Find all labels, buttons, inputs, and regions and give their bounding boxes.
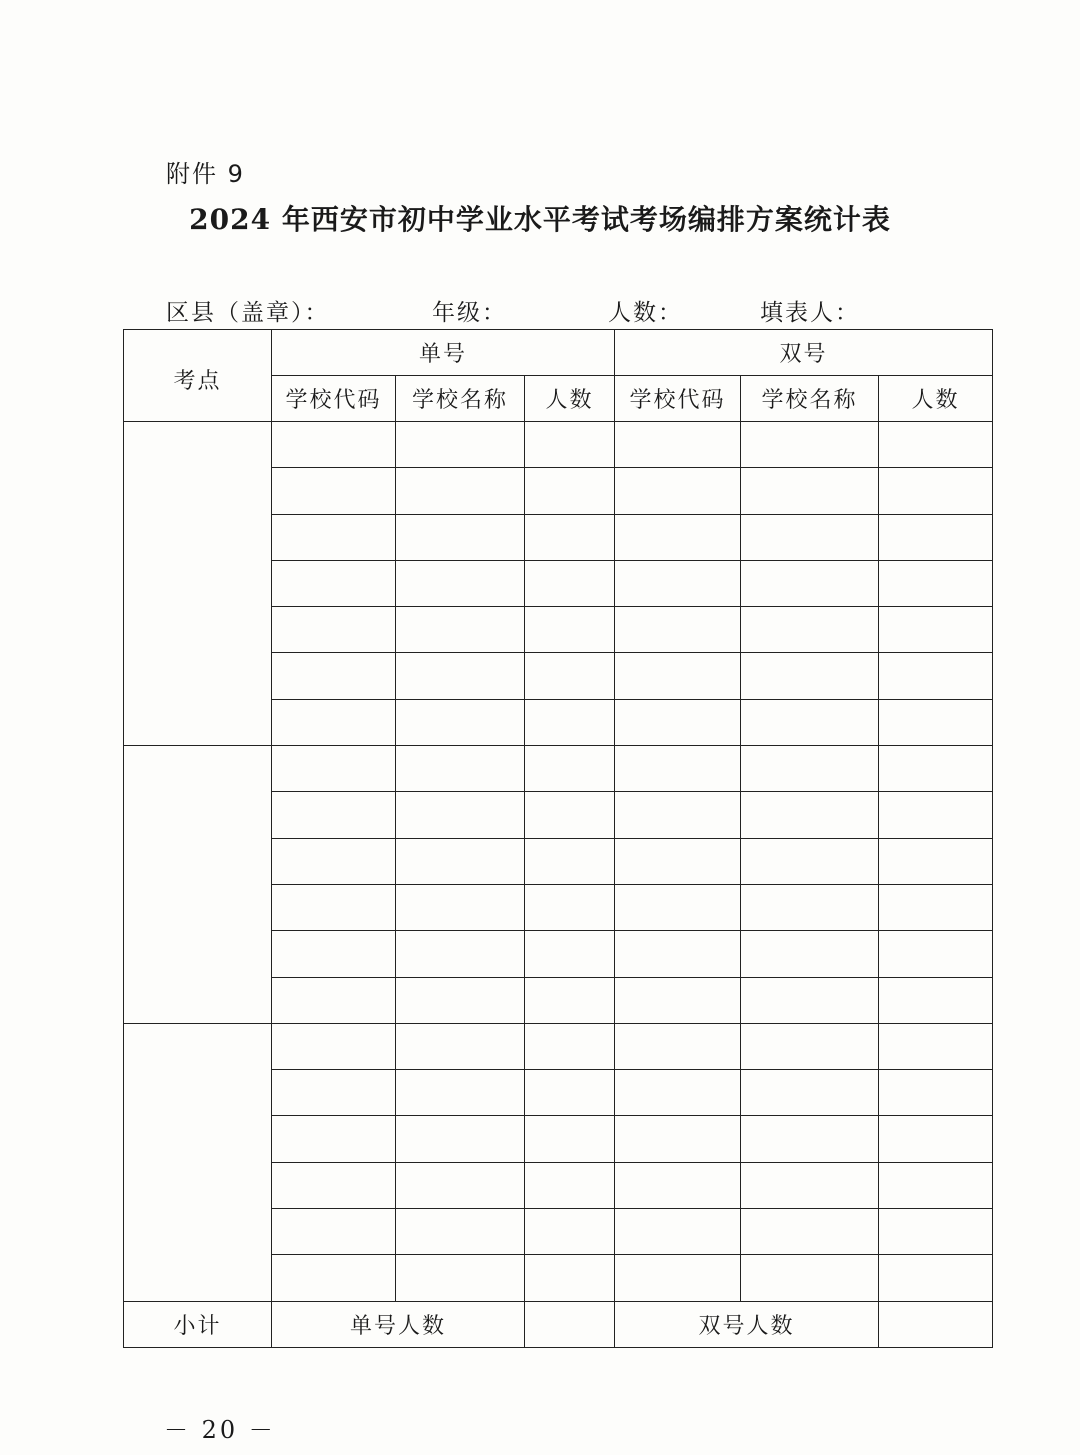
subtotal-row — [124, 1301, 993, 1347]
table-cell[interactable] — [879, 792, 993, 838]
table-cell[interactable] — [525, 560, 615, 606]
table-cell[interactable] — [615, 1255, 741, 1301]
table-cell[interactable] — [879, 699, 993, 745]
table-cell[interactable] — [741, 514, 879, 560]
table-cell[interactable] — [615, 931, 741, 977]
table-cell[interactable] — [272, 746, 396, 792]
exam-arrangement-table — [123, 329, 993, 1348]
table-cell[interactable] — [272, 1023, 396, 1069]
table-cell[interactable] — [525, 1255, 615, 1301]
even-count-header: 人数 — [879, 376, 993, 422]
table-cell[interactable] — [879, 884, 993, 930]
table-cell[interactable] — [272, 931, 396, 977]
even-school-name-header: 学校名称 — [741, 376, 879, 422]
district-field-label: 区县（盖章）： — [166, 300, 330, 326]
table-row — [124, 422, 993, 468]
table-cell[interactable] — [396, 699, 525, 745]
table-cell[interactable] — [272, 1070, 396, 1116]
table-cell[interactable] — [741, 746, 879, 792]
table-cell[interactable] — [879, 1116, 993, 1162]
table-cell[interactable] — [741, 1255, 879, 1301]
count-field-label: 人数： — [608, 300, 683, 326]
table-cell[interactable] — [272, 560, 396, 606]
table-cell[interactable] — [615, 653, 741, 699]
table-row — [124, 746, 993, 792]
table-cell[interactable] — [525, 792, 615, 838]
site-cell[interactable] — [124, 1023, 272, 1301]
table-cell[interactable] — [396, 468, 525, 514]
table-cell[interactable] — [879, 1023, 993, 1069]
table-cell[interactable] — [615, 977, 741, 1023]
table-cell[interactable] — [525, 468, 615, 514]
table-cell[interactable] — [615, 746, 741, 792]
table-cell[interactable] — [272, 468, 396, 514]
table-cell[interactable] — [615, 1116, 741, 1162]
table-cell[interactable] — [525, 422, 615, 468]
table-cell[interactable] — [396, 746, 525, 792]
table-cell[interactable] — [615, 560, 741, 606]
table-cell[interactable] — [741, 1162, 879, 1208]
table-cell[interactable] — [615, 514, 741, 560]
table-cell[interactable] — [525, 838, 615, 884]
even-header: 双号 — [615, 330, 993, 376]
grade-field-label: 年级： — [432, 300, 507, 326]
table-cell[interactable] — [525, 977, 615, 1023]
table-cell[interactable] — [272, 422, 396, 468]
table-cell[interactable] — [396, 1162, 525, 1208]
table-cell[interactable] — [879, 514, 993, 560]
subtotal-label: 小计 — [124, 1301, 272, 1347]
table-cell[interactable] — [396, 884, 525, 930]
table-cell[interactable] — [879, 468, 993, 514]
table-header-row — [124, 330, 993, 376]
table-cell[interactable] — [615, 1162, 741, 1208]
table-cell[interactable] — [272, 653, 396, 699]
table-cell[interactable] — [879, 838, 993, 884]
table-cell[interactable] — [525, 746, 615, 792]
table-cell[interactable] — [272, 514, 396, 560]
page-title: 2024 年西安市初中学业水平考试考场编排方案统计表 — [189, 203, 891, 236]
table-cell[interactable] — [272, 607, 396, 653]
table-cell[interactable] — [525, 931, 615, 977]
odd-count-header: 人数 — [525, 376, 615, 422]
table-cell[interactable] — [396, 1116, 525, 1162]
table-cell[interactable] — [879, 1070, 993, 1116]
table-cell[interactable] — [396, 1070, 525, 1116]
table-cell[interactable] — [879, 977, 993, 1023]
table-cell[interactable] — [741, 653, 879, 699]
table-cell[interactable] — [615, 1070, 741, 1116]
table-cell[interactable] — [396, 1023, 525, 1069]
table-cell[interactable] — [741, 1070, 879, 1116]
filler-field-label: 填表人： — [760, 300, 860, 326]
table-cell[interactable] — [615, 884, 741, 930]
even-count-value-cell[interactable] — [879, 1301, 993, 1347]
table-cell[interactable] — [879, 1162, 993, 1208]
table-cell[interactable] — [741, 468, 879, 514]
odd-count-label: 单号人数 — [272, 1301, 525, 1347]
table-cell[interactable] — [396, 607, 525, 653]
table-cell[interactable] — [396, 1209, 525, 1255]
odd-count-value-cell[interactable] — [525, 1301, 615, 1347]
table-cell[interactable] — [396, 977, 525, 1023]
table-cell[interactable] — [741, 699, 879, 745]
page-number: － 20 － — [164, 1416, 276, 1444]
table-cell[interactable] — [272, 1209, 396, 1255]
table-cell[interactable] — [396, 514, 525, 560]
table-cell[interactable] — [615, 1209, 741, 1255]
table-cell[interactable] — [272, 838, 396, 884]
table-cell[interactable] — [741, 1116, 879, 1162]
table-cell[interactable] — [272, 1116, 396, 1162]
site-header: 考点 — [124, 330, 272, 422]
table-cell[interactable] — [879, 1209, 993, 1255]
table-cell[interactable] — [879, 653, 993, 699]
table-cell[interactable] — [525, 1209, 615, 1255]
table-cell[interactable] — [879, 1255, 993, 1301]
table-cell[interactable] — [525, 1023, 615, 1069]
table-cell[interactable] — [741, 607, 879, 653]
table-cell[interactable] — [741, 1209, 879, 1255]
table-cell[interactable] — [396, 931, 525, 977]
odd-school-name-header: 学校名称 — [396, 376, 525, 422]
table-cell[interactable] — [615, 1023, 741, 1069]
even-school-code-header: 学校代码 — [615, 376, 741, 422]
table-cell[interactable] — [879, 746, 993, 792]
table-cell[interactable] — [525, 699, 615, 745]
table-cell[interactable] — [615, 792, 741, 838]
table-cell[interactable] — [396, 560, 525, 606]
table-cell[interactable] — [396, 422, 525, 468]
table-cell[interactable] — [396, 653, 525, 699]
table-cell[interactable] — [525, 1070, 615, 1116]
table-cell[interactable] — [525, 607, 615, 653]
table-cell[interactable] — [615, 607, 741, 653]
table-cell[interactable] — [525, 1116, 615, 1162]
table-cell[interactable] — [879, 931, 993, 977]
table-row — [124, 1023, 993, 1069]
table-cell[interactable] — [741, 1023, 879, 1069]
odd-school-code-header: 学校代码 — [272, 376, 396, 422]
table-cell[interactable] — [525, 653, 615, 699]
table-cell[interactable] — [879, 607, 993, 653]
table-cell[interactable] — [272, 792, 396, 838]
table-cell[interactable] — [741, 792, 879, 838]
table-cell[interactable] — [272, 699, 396, 745]
table-cell[interactable] — [879, 422, 993, 468]
table-cell[interactable] — [615, 422, 741, 468]
table-cell[interactable] — [879, 560, 993, 606]
attachment-label: 附件 9 — [166, 160, 245, 188]
table-cell[interactable] — [272, 1162, 396, 1208]
site-cell[interactable] — [124, 422, 272, 746]
table-cell[interactable] — [396, 792, 525, 838]
table-cell[interactable] — [525, 514, 615, 560]
table-cell[interactable] — [741, 422, 879, 468]
table-cell[interactable] — [396, 1255, 525, 1301]
table-cell[interactable] — [525, 884, 615, 930]
even-count-label: 双号人数 — [615, 1301, 879, 1347]
table-cell[interactable] — [741, 884, 879, 930]
table-cell[interactable] — [525, 1162, 615, 1208]
table-cell[interactable] — [615, 838, 741, 884]
table-cell[interactable] — [272, 1255, 396, 1301]
table-cell[interactable] — [741, 560, 879, 606]
table-cell[interactable] — [741, 977, 879, 1023]
table-cell[interactable] — [272, 884, 396, 930]
site-cell[interactable] — [124, 746, 272, 1024]
odd-header: 单号 — [272, 330, 615, 376]
table-cell[interactable] — [615, 699, 741, 745]
table-cell[interactable] — [272, 977, 396, 1023]
table-cell[interactable] — [741, 931, 879, 977]
table-cell[interactable] — [615, 468, 741, 514]
table-cell[interactable] — [396, 838, 525, 884]
table-cell[interactable] — [741, 838, 879, 884]
